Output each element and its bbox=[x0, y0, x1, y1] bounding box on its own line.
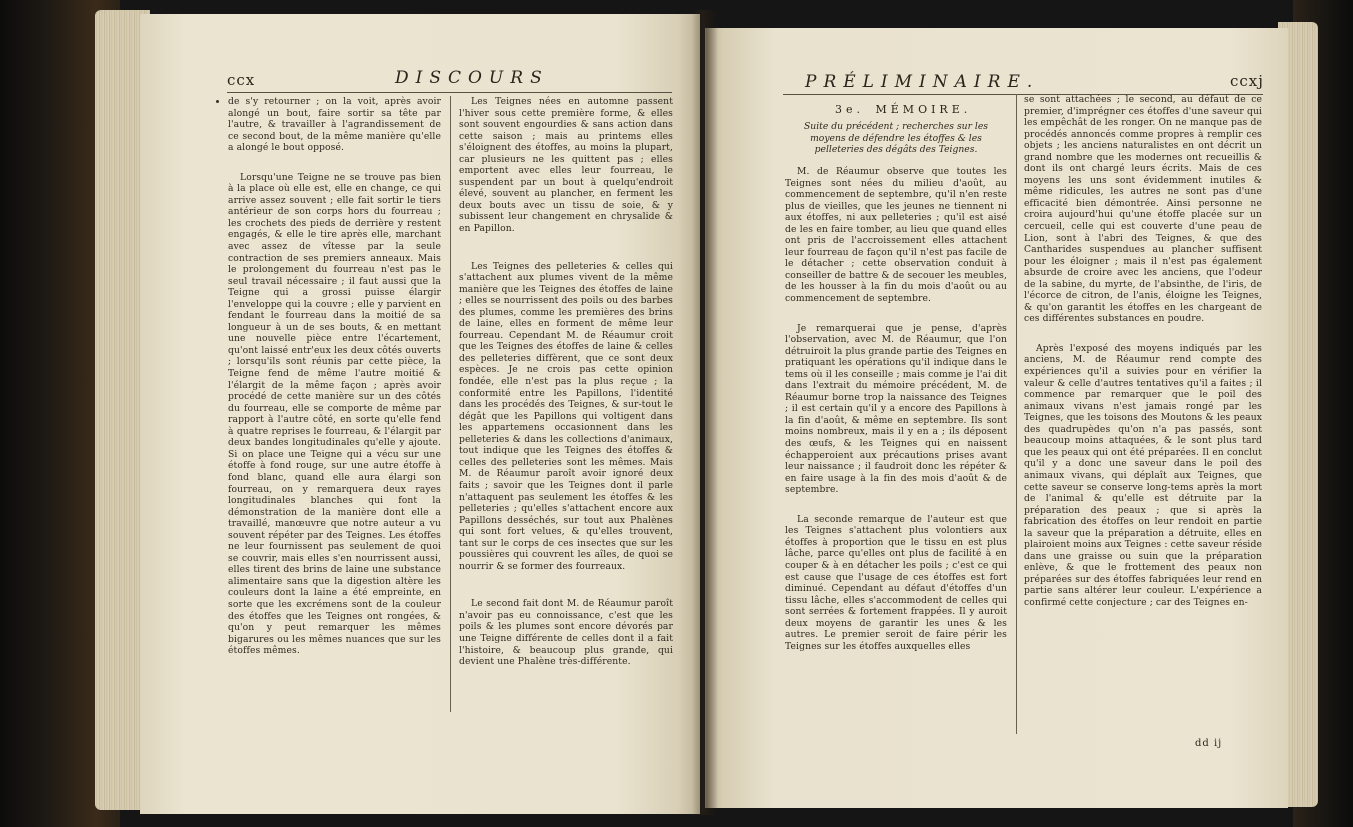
right-column-1 bbox=[785, 166, 1007, 660]
signature-mark: dd ij bbox=[1195, 738, 1223, 749]
memoir-subtitle: Suite du précédent ; recherches sur les moyens de défendre les étoffes & les pelleteries des dégâts des Teignes. bbox=[804, 121, 988, 155]
paragraph: La seconde remarque de l'auteur est que les Teignes s'attachent plus volontiers aux étoffes à proportion que le tissu en est plus lâche, parce qu'elles ont plus de facilité à en couper & à en détacher les poils ; c'est ce qui est cause que l'usage de ces étoffes est fort diminué. Cependant au défaut d'étoffes d'un tissu lâche, elles s'accommodent de celles qui sont serrées & fortement frappées. Il y auroit deux moyens de garantir les unes & les autres. Le premier seroit de faire périr les Teignes sur les étoffes auxquelles elles bbox=[785, 513, 1007, 652]
right-column-2 bbox=[1024, 94, 1262, 617]
paragraph: Les Teignes des pelleteries & celles qui s'attachent aux plumes vivent de la même manière que les Teignes des étoffes de laine ; elles se nourrissent des poils ou des barbes des plumes, comme les premières des brins de laine, elles en forment de même leur fourreau. Cependant M. de Réaumur croit que les Teignes des étoffes de laine & celles des pelleteries diffèrent, que ce sont deux espèces. Je ne crois pas cette opinion fondée, elle n'est pas la plus reçue ; la conformité entre les Papillons, l'identité dans les procédés des Teignes, & sur-tout le dégât que les Papillons qui voltigent dans les appartemens occasionnent dans les pelleteries & dans les collections d'animaux, tout indique que les Teignes des étoffes & celles des pelleteries sont les mêmes. Mais M. de Réaumur paroît avoir ignoré deux faits ; savoir que les Teignes dont il parle n'attaquent pas seulement les étoffes & les pelleteries ; qu'elles s'attachent encore aux Papillons desséchés, sur tout aux Phalènes qui sont fort velues, & qu'elles trouvent, tant sur le corps de ces insectes que sur les poussières qui couvrent les aîles, de quoi se nourrir & se former des fourreaux. bbox=[459, 260, 673, 572]
memoir-title: MÉMOIRE. bbox=[875, 103, 972, 116]
column-divider bbox=[1016, 94, 1017, 734]
paragraph: Je remarquerai que je pense, d'après l'observation, avec M. de Réaumur, que l'on détruiroit la plus grande partie des Teignes en pratiquant les opérations qu'il indique dans le tems où il les conseille ; mais comme je l'ai dit dans l'extrait du mémoire précédent, M. de Réaumur borne trop la naissance des Teignes ; il est certain qu'il y a encore des Papillons à la fin d'août, & même en septembre. Ils sont moins nombreux, mais il y en a ; ils déposent des œufs, & les Teignes qui en naissent échapperoient aux précautions prises avant leur naissance ; il faudroit donc les répéter & en faire usage à la fin des mois d'août & de septembre. bbox=[785, 322, 1007, 496]
left-page bbox=[140, 14, 700, 814]
right-page bbox=[705, 28, 1288, 808]
left-page-number: ccx bbox=[227, 71, 256, 89]
paragraph: se sont attachées ; le second, au défaut de ce premier, d'imprégner ces étoffes d'une saveur qui les empêchât de les ronger. On ne manque pas de procédés annoncés comme propres à remplir ces objets ; les anciens naturalistes en ont décrit un grand nombre que les modernes ont recueillis & dont ils ont chargé leurs écrits. Mais de ces moyens les uns sont évidemment inutiles & même ridicules, les autres ne sont pas d'une efficacité bien démontrée. Ainsi personne ne croira aujourd'hui qu'une étoffe placée sur un cercueil, celle qui est couverte d'une peau de Lion, sont à l'abri des Teignes, & que des Cantharides suspendues au plancher suffisent pour les éloigner ; mais il n'est pas également absurde de croire avec les anciens, que l'odeur de la sabine, du myrte, de l'absinthe, de l'iris, de l'écorce de citron, de l'anis, éloigne les Teignes, & qu'on garantit les étoffes en les chargeant de ces différentes substances en poudre. bbox=[1024, 94, 1262, 325]
left-column-2 bbox=[459, 96, 673, 676]
paragraph: Le second fait dont M. de Réaumur paroît n'avoir pas eu connoissance, c'est que les poils & les plumes sont encore dévorés par une Teigne différente de celles dont il a fait l'histoire, & beaucoup plus grande, qui devient une Phalène très-différente. bbox=[459, 598, 673, 668]
paragraph: M. de Réaumur observe que toutes les Teignes sont nées du milieu d'août, au commencement de septembre, qu'il n'en reste plus de vieilles, que les jeunes ne tiennent ni aux étoffes, ni aux pelleteries ; qu'il est aisé de les en faire tomber, au lieu que quand elles ont pris de l'accroissement elles attachent leur fourreau de façon qu'il n'est pas facile de le détacher ; cette observation conduit à conseiller de battre & de secouer les meubles, de les housser à la fin du mois d'août ou au commencement de septembre. bbox=[785, 166, 1007, 305]
memoir-heading bbox=[835, 103, 971, 116]
left-running-head: DISCOURS bbox=[395, 68, 549, 88]
paragraph: Les Teignes nées en automne passent l'hiver sous cette première forme, & elles sont souvent engourdies & sans action dans cette saison ; mais au printems elles s'éloignent des étoffes, au moins la plupart, car plusieurs ne les quittent pas ; elles emportent avec elles leur fourreau, le suspendent par un bout à quelqu'endroit élevé, souvent au plancher, en ferment les deux bouts avec un tissu de soie, & y subissent leur changement en chrysalide & en Papillon. bbox=[459, 96, 673, 235]
paragraph: Après l'exposé des moyens indiqués par les anciens, M. de Réaumur rend compte des expériences qu'il a suivies pour en vérifier la valeur & celle d'autres tentatives qu'il a faites ; il commence par remarquer que le poil des animaux vivans n'est jamais rongé par les Teignes, que les toisons des Moutons & les peaux des quadrupèdes qu'on n'a pas passés, sont beaucoup moins attaquées, & le sont plus tard que les peaux qui ont été préparées. Il en conclut qu'il y a donc une saveur dans le poil des animaux vivans, qui déplaît aux Teignes, que cette saveur se conserve long-tems après la mort de l'animal & qu'elle est détruite par la préparation des peaux ; que si après la fabrication des étoffes on leur rendoit en partie la saveur que la préparation a détruite, elles en plairoient moins aux Teignes : cette saveur réside dans une graisse ou suin que la préparation enlève, & que le frottement des peaux non préparées sur des étoffes fabriquées leur rend en partie sans altérer leur couleur. L'expérience a confirmé cette conjecture ; car des Teignes en- bbox=[1024, 342, 1262, 608]
column-divider bbox=[450, 96, 451, 712]
margin-mark bbox=[216, 100, 219, 103]
paragraph: Lorsqu'une Teigne ne se trouve pas bien à la place où elle est, elle en change, ce qui arrive assez souvent ; elle fait sortir le tiers antérieur de son corps hors du fourreau ; les crochets des pieds de derrière y restent engagés, & elle le tire après elle, marchant avec assez de vîtesse par la seule contraction de ses premiers anneaux. Mais le prolongement du fourreau n'est pas le seul travail nécessaire ; il faut aussi que la Teigne qui a grossi puisse élargir l'enveloppe qui la couvre ; elle y parvient en fendant le fourreau dans la moitié de sa longueur à un de ses bouts, & en mettant une nouvelle pièce entre l'écartement, qu'ont laissé entr'eux les deux côtés ouverts ; lorsqu'ils sont réunis par cette pièce, la Teigne fend de même l'autre moitié & l'élargit de la même façon ; après avoir procédé de cette manière sur un des côtés du fourreau, elle se comporte de même par rapport à l'autre côté, en sorte qu'elle fend à quatre reprises le fourreau, & l'élargit par deux bandes longitudinales qu'elle y ajoute. Si on place une Teigne qui a vécu sur une étoffe à fond rouge, sur une autre étoffe à fond blanc, quand elle aura élargi son fourreau, on y remarquera deux rayes longitudinales blanches qui font la démonstration de la manière dont elle a travaillé, manœuvre que notre auteur a vu souvent répéter par des Teignes. Les étoffes ne leur fournissent pas seulement de quoi se couvrir, mais elles s'en nourrissent aussi, elles tirent des brins de laine une substance alimentaire sans que la digestion altère les couleurs dont la laine a été empreinte, en sorte que les excrémens sont de la couleur des étoffes que les Teignes ont rongées, & qu'on y peut remarquer les mêmes bigarures ou les mêmes nuances que sur les étoffes mêmes. bbox=[228, 171, 441, 657]
right-running-head: PRÉLIMINAIRE. bbox=[805, 72, 1040, 92]
book-gutter bbox=[692, 10, 718, 815]
left-header-rule bbox=[227, 92, 672, 93]
paragraph: de s'y retourner ; on la voit, après avoir alongé un bout, faire sortir sa tête par l'autre, & travailler à l'agrandissement de ce second bout, de la même manière qu'elle a alongé le bout opposé. bbox=[228, 96, 441, 154]
memoir-number: 3e. bbox=[835, 103, 865, 116]
left-column-1 bbox=[228, 96, 441, 665]
right-page-number: ccxj bbox=[1230, 72, 1264, 90]
